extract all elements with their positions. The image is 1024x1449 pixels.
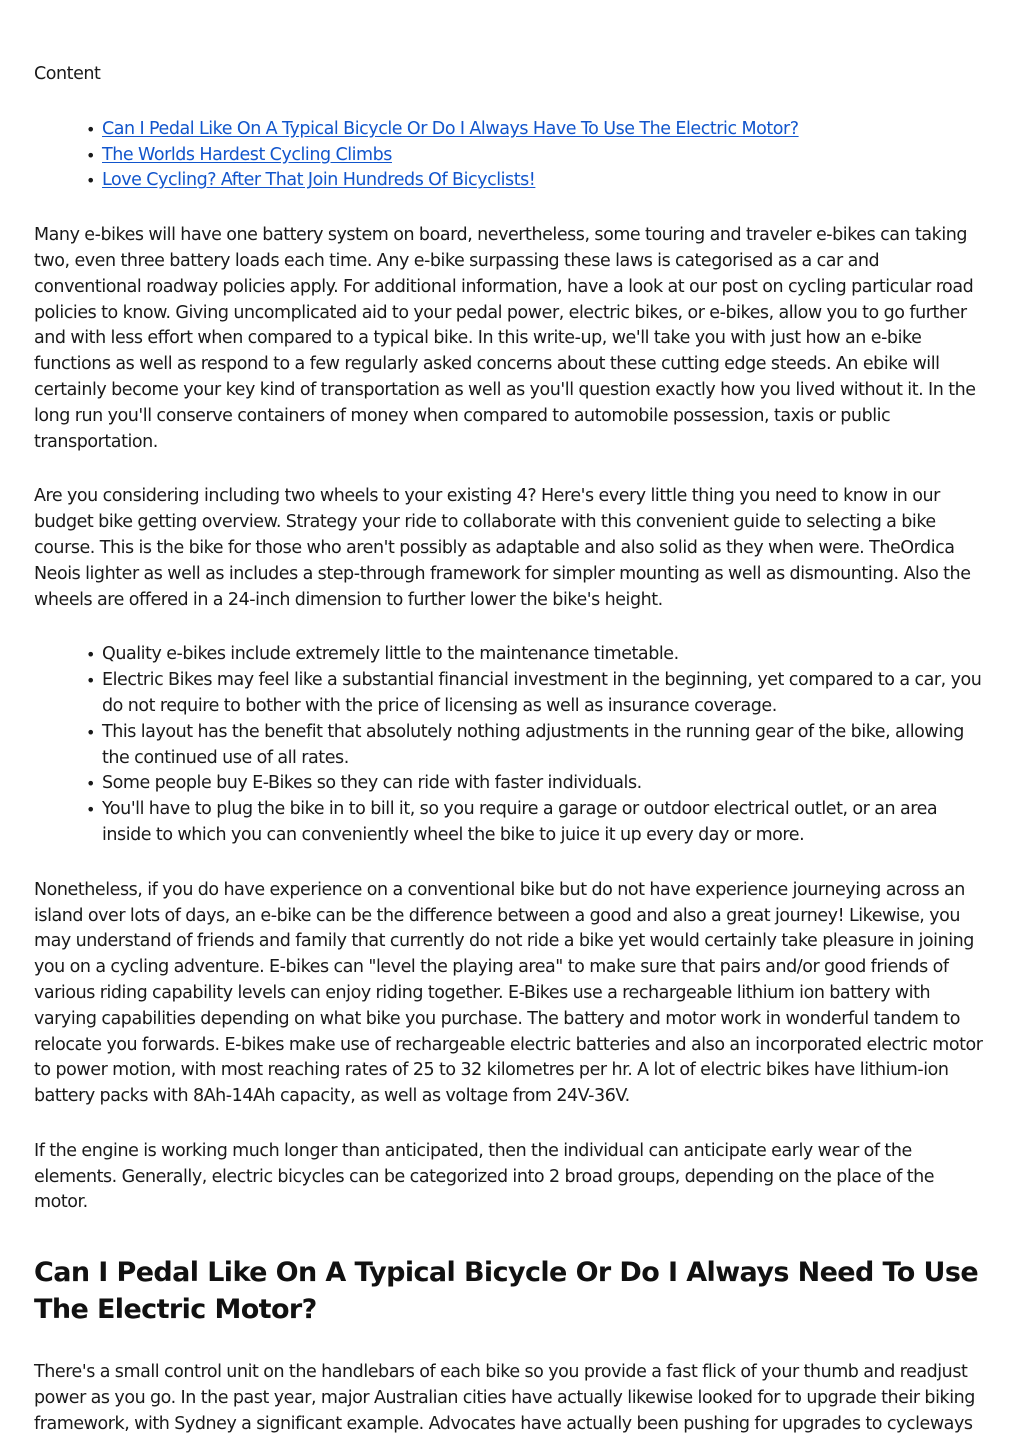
toc-link[interactable]: Love Cycling? After That Join Hundreds Of Bicyclists! (102, 170, 536, 191)
toc-link[interactable]: Can I Pedal Like On A Typical Bicycle Or Do I Always Have To Use The Electric Motor? (102, 118, 799, 139)
document-page (34, 62, 990, 1438)
bullet-item: • Quality e-bikes include extremely little to the maintenance timetable. (102, 642, 990, 668)
section-heading: Can I Pedal Like On A Typical Bicycle Or Do I Always Need To Use The Electric Motor? (34, 1257, 979, 1326)
bullet-item: • Electric Bikes may feel like a substantial financial investment in the beginning, yet compared to a car, you do not require to bother with the price of licensing as well as insurance coverage. (102, 668, 990, 720)
body-paragraph: Nonetheless, if you do have experience on a conventional bike but do not have experience journeying across an island over lots of days, an e-bike can be the difference between a good and also a great journey! Likewise, you may understand of friends and family that currently do not ride a bike yet would certainly take pleasure in joining you on a cycling adventure. E-bikes can "level the playing area" to make sure that pairs and/or good friends of various riding capability levels can enjoy riding together. E-Bikes use a rechargeable lithium ion battery with varying capabilities depending on what bike you purchase. The battery and motor work in wonderful tandem to relocate you forwards. E-bikes make use of rechargeable electric batteries and also an incorporated electric motor to power motion, with most reaching rates of 25 to 32 kilometres per hr. A lot of electric bikes have lithium-ion battery packs with 8Ah-14Ah capacity, as well as voltage from 24V-36V. (34, 879, 983, 1107)
toc-item (102, 143, 990, 169)
spacer (34, 1328, 990, 1360)
spacer (34, 849, 990, 878)
bullet-item: • You'll have to plug the bike in to bill it, so you require a garage or outdoor electrical outlet, or an area inside to which you can conveniently wheel the bike to juice it up every day or more. (102, 797, 990, 849)
toc-link[interactable]: The Worlds Hardest Cycling Climbs (102, 144, 392, 165)
bullet-item: • This layout has the benefit that absolutely nothing adjustments in the running gear of the bike, allowing the continued use of all rates. (102, 720, 990, 772)
toc-item (102, 168, 990, 194)
toc-item (102, 117, 990, 143)
body-paragraph: There's a small control unit on the handlebars of each bike so you provide a fast flick of your thumb and readjust power as you go. In the past year, major Australian cities have actually likewise looked for to upgrade their biking framework, with Sydney a significant example. Advocates have actually been pushing for upgrades to cycleways (34, 1362, 975, 1434)
body-paragraph: Many e-bikes will have one battery system on board, nevertheless, some touring and traveler e-bikes can taking two, even three battery loads each time. Any e-bike surpassing these laws is categorised as a car and conventional roadway policies apply. For additional information, have a look at our post on cycling particular road policies to know. Giving uncomplicated aid to your pedal power, electric bikes, or e-bikes, allow you to go further and with less effort when compared to a typical bike. In this write-up, we'll take you with just how an e-bike functions as well as respond to a few regularly asked concerns about these cutting edge steeds. An ebike will certainly become your key kind of transportation as well as you'll question exactly how you lived without it. In the long run you'll conserve containers of money when compared to automobile possession, taxis or public transportation. (34, 225, 976, 452)
spacer (34, 455, 990, 484)
bullet-list (34, 642, 990, 848)
bullet-item: • Some people buy E-Bikes so they can ride with faster individuals. (102, 771, 990, 797)
spacer (34, 1110, 990, 1139)
body-paragraph: If the engine is working much longer than anticipated, then the individual can anticipate early wear of the elements. Generally, electric bicycles can be categorized into 2 broad groups, depending on the place of the motor. (34, 1140, 935, 1213)
content-label: Content (34, 64, 101, 84)
spacer (34, 194, 990, 223)
spacer (34, 1216, 990, 1254)
spacer (34, 613, 990, 642)
body-paragraph: Are you considering including two wheels to your existing 4? Here's every little thing you need to know in our budget bike getting overview. Strategy your ride to collaborate with this convenient guide to selecting a bike course. This is the bike for those who aren't possibly as adaptable and also solid as they when were. TheOrdica Neois lighter as well as includes a step-through framework for simpler mounting as well as dismounting. Also the wheels are offered in a 24-inch dimension to further lower the bike's height. (34, 486, 971, 610)
table-of-contents (34, 117, 990, 194)
